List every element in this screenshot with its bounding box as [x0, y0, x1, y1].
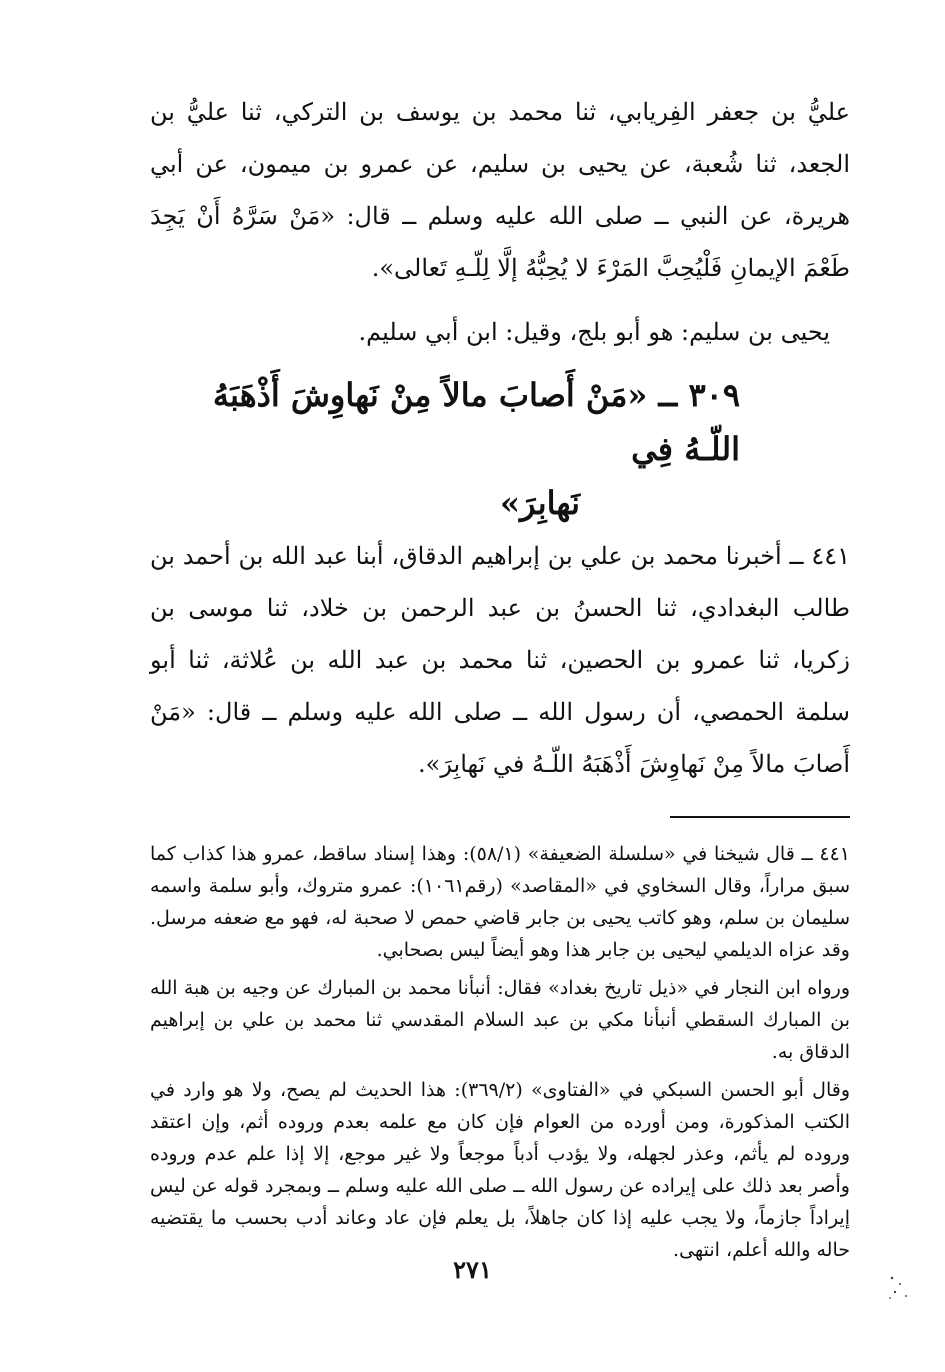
- scan-specks: [888, 1272, 914, 1302]
- main-text: [150, 86, 850, 790]
- footnotes: [150, 838, 850, 1266]
- footnote-441: ٤٤١ ــ قال شيخنا في «سلسلة الضعيفة» (٥٨/١): وهذا إسناد ساقط، عمرو هذا كذاب كما سبق مراراً، وقال السخاوي في «المقاصد» (رقم١٠٦١): عمرو متروك، وأبو سلمة واسمه سليمان بن سلم، وهو كاتب يحيى بن جابر قاضي حمص لا صحبة له، فهو مع ضعفه مرسل. وقد عزاه الديلمي ليحيى بن جابر هذا وهو أيضاً ليس بصحابي.: [150, 843, 851, 961]
- hadith-heading-309: [150, 368, 850, 530]
- footnote-ibn-najjar: ورواه ابن النجار في «ذيل تاريخ بغداد» فقال: أنبأنا محمد بن المبارك عن وجيه بن هبة الله بن المبارك السقطي أنبأنا مكي بن عبد السلام المقدسي ثنا محمد بن علي بن إبراهيم الدقاق به.: [150, 977, 850, 1063]
- hadith-paragraph-441: ٤٤١ ــ أخبرنا محمد بن علي بن إبراهيم الدقاق، أبنا عبد الله بن أحمد بن طالب البغدادي، ثنا الحسنُ بن عبد الرحمن بن خلاد، ثنا موسى بن زكريا، ثنا عمرو بن الحصين، ثنا محمد بن عبد الله بن عُلاثة، ثنا أبو سلمة الحمصي، أن رسول الله ــ صلى الله عليه وسلم ــ قال: «مَنْ أَصابَ مالاً مِنْ نَهاوِشَ أَذْهَبَهُ اللّـهُ في نَهابِرَ».: [150, 542, 850, 778]
- hadith-paragraph-continued: عليُّ بن جعفر الفِريابي، ثنا محمد بن يوسف بن التركي، ثنا عليُّ بن الجعد، ثنا شُعبة، عن يحيى بن سليم، عن عمرو بن ميمون، عن أبي هريرة، عن النبي ــ صلى الله عليه وسلم ــ قال: «مَنْ سَرَّهُ أَنْ يَجِدَ طَعْمَ الإيمانِ فَلْيُحِبَّ المَرْءَ لا يُحِبُّهُ إلَّا لِلّـهِ تَعالى».: [150, 98, 850, 282]
- hadith-heading-line2: نَهابِرَ»: [500, 484, 580, 522]
- page-number: ٢٧١: [453, 1255, 492, 1284]
- book-page: [150, 86, 850, 1272]
- footnote-divider: [670, 816, 850, 818]
- narrator-note: يحيى بن سليم: هو أبو بلج، وقيل: ابن أبي سليم.: [358, 318, 830, 346]
- hadith-heading-line1: ٣٠٩ ــ «مَنْ أَصابَ مالاً مِنْ نَهاوِشَ أَذْهَبَهُ اللّـهُ فِي: [212, 376, 740, 468]
- footnote-subki: وقال أبو الحسن السبكي في «الفتاوى» (٣٦٩/٢): هذا الحديث لم يصح، ولا هو وارد في الكتب المذكورة، ومن أورده من العوام فإن كان مع علمه بعدم وروده أثم، وإن اعتقد وروده لم يأثم، وعذر لجهله، ولا يؤدب أدباً موجعاً ولا غير موجع، إلا إذا علم عدم وروده وأصر بعد ذلك على إيراده عن رسول الله ــ صلى الله عليه وسلم ــ وبمجرد قوله عن ليس إيراداً جازماً، ولا يجب عليه إذا كان جاهلاً، بل يعلم فإن عاد وعاند أدب بحسب ما يقتضيه حاله والله أعلم، انتهى.: [150, 1079, 850, 1261]
